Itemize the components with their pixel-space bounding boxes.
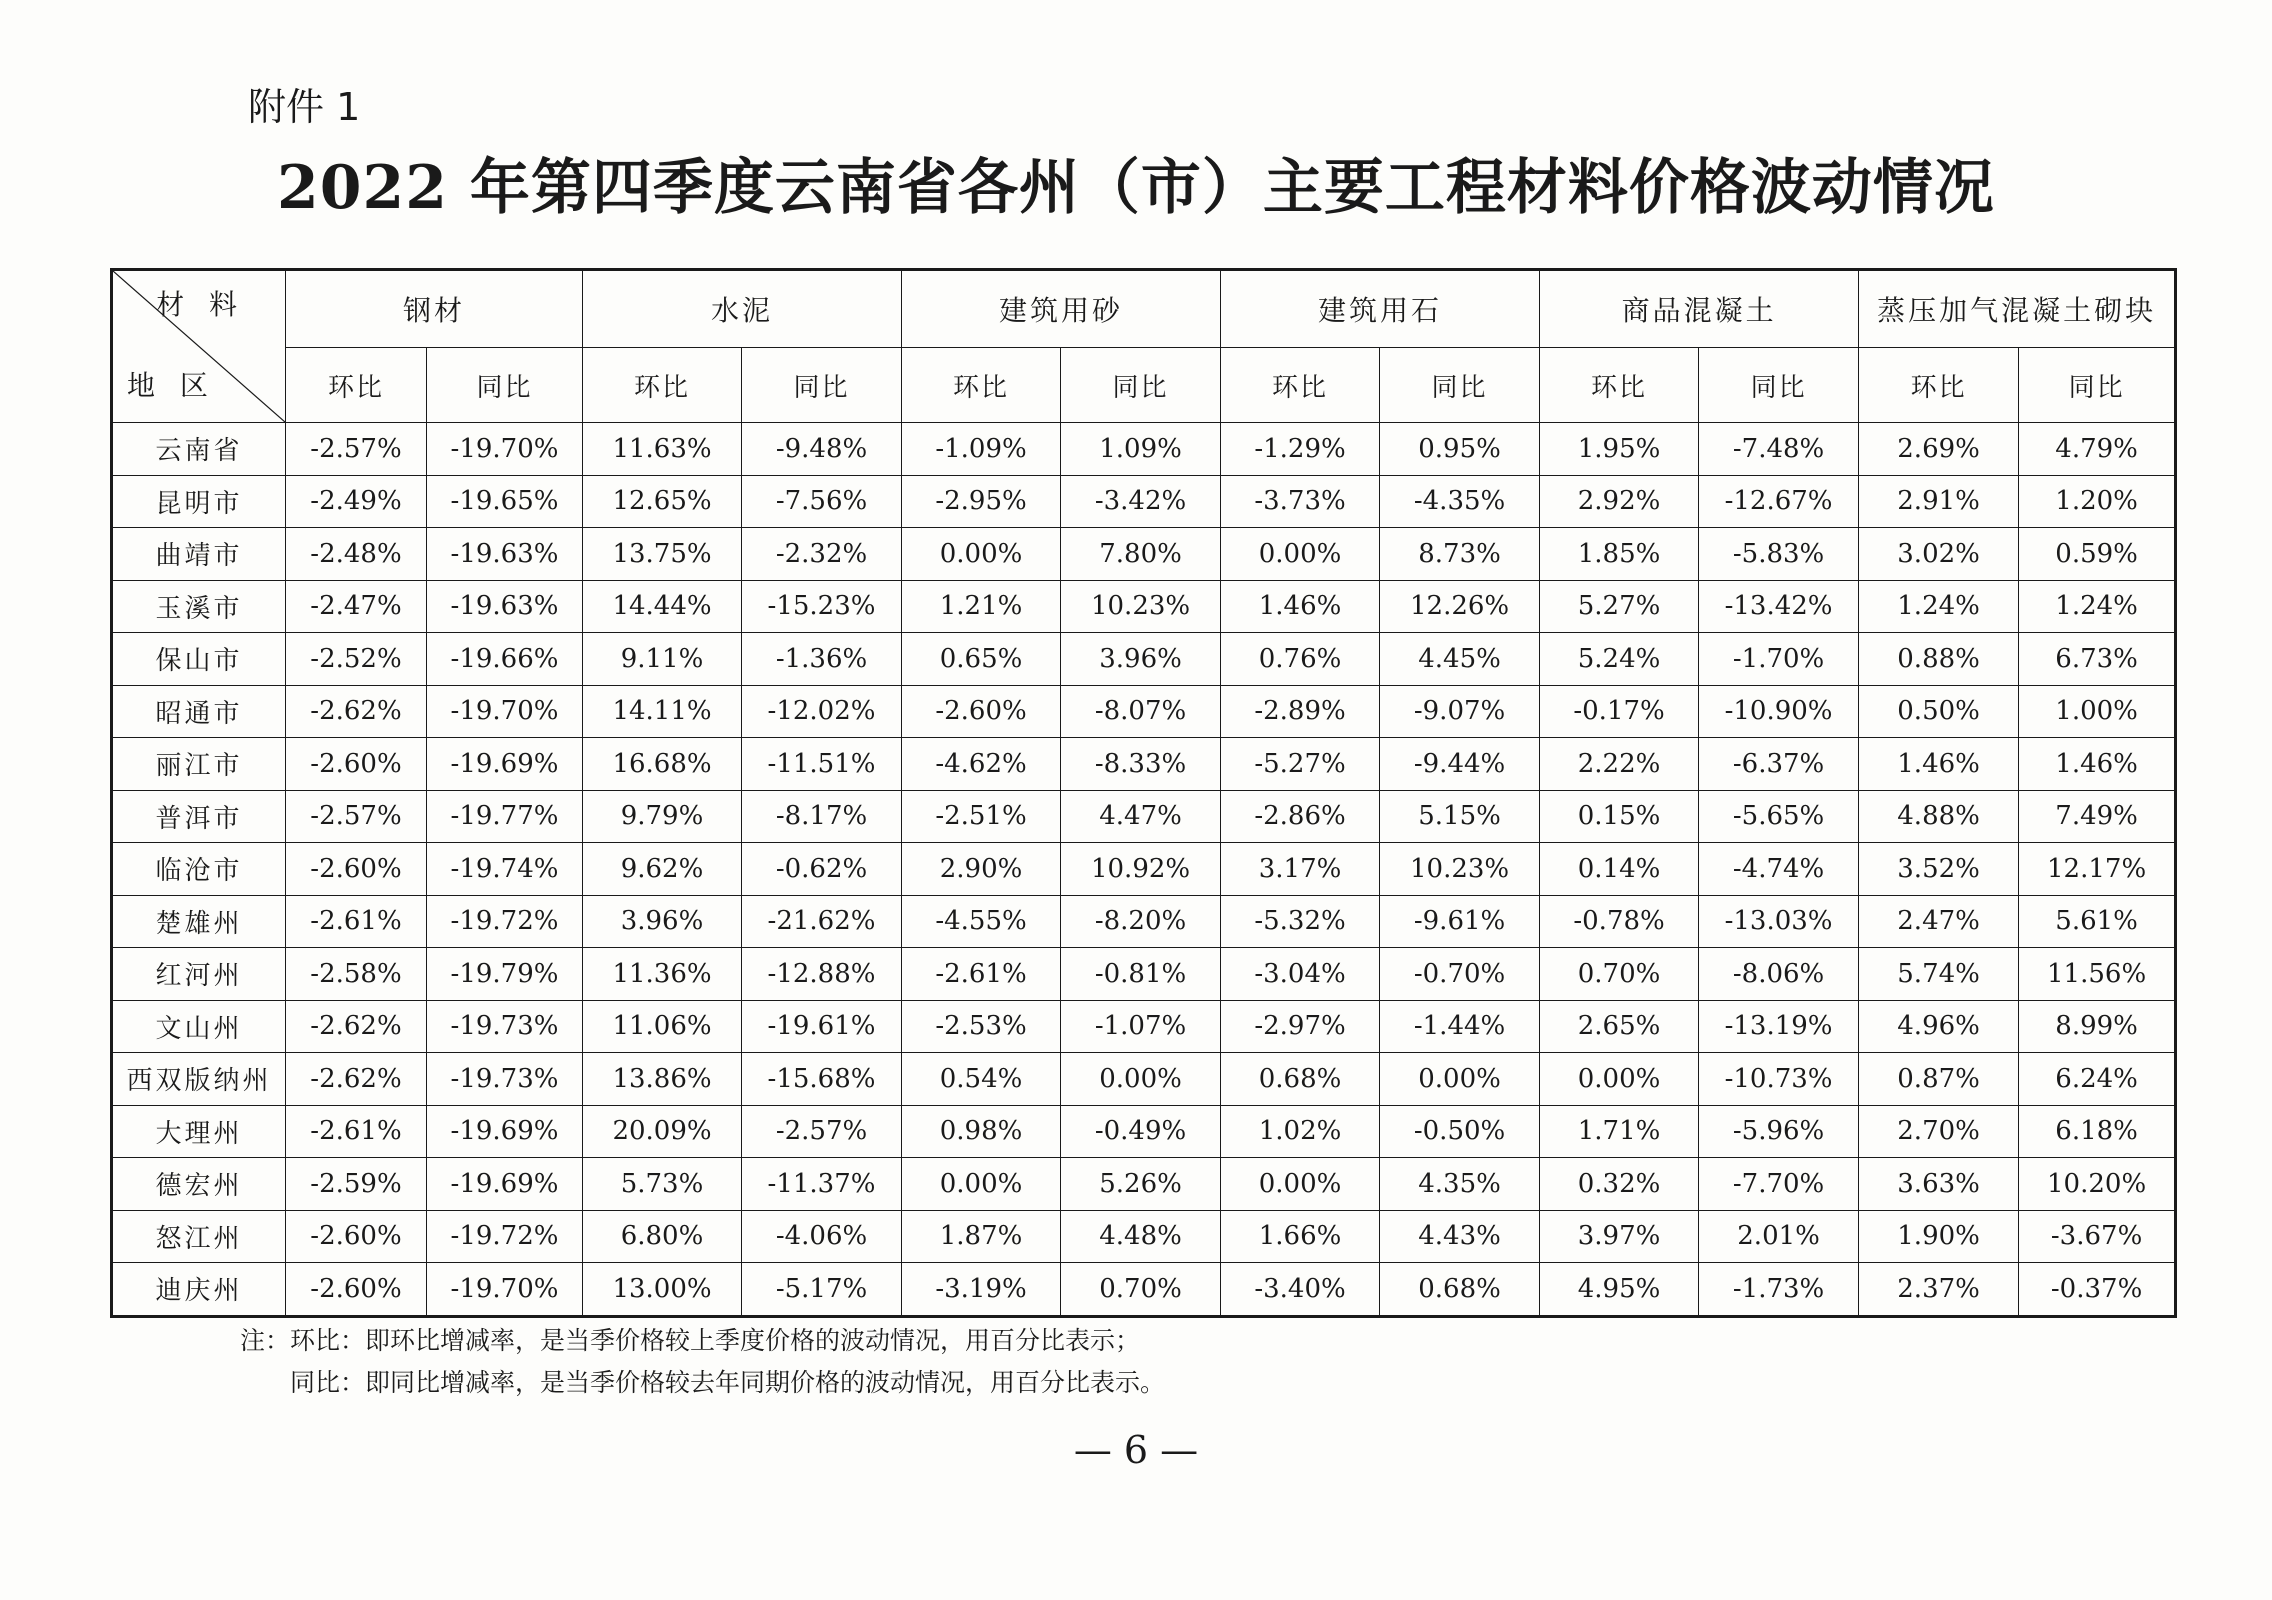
yoy-value-cell: 5.15% xyxy=(1380,790,1540,843)
qoq-value-cell: 0.00% xyxy=(1221,1158,1380,1211)
yoy-value-cell: 1.24% xyxy=(2019,580,2176,633)
qoq-value-cell: 9.62% xyxy=(583,843,742,896)
qoq-value-cell: -2.89% xyxy=(1221,685,1380,738)
qoq-value-cell: 0.00% xyxy=(902,1158,1061,1211)
yoy-value-cell: 3.96% xyxy=(1061,633,1221,686)
yoy-value-cell: -21.62% xyxy=(742,895,902,948)
qoq-value-cell: 6.80% xyxy=(583,1210,742,1263)
yoy-value-cell: -0.37% xyxy=(2019,1263,2176,1317)
qoq-value-cell: 9.79% xyxy=(583,790,742,843)
qoq-value-cell: -2.62% xyxy=(286,1053,427,1106)
sub-header-yoy: 同比 xyxy=(427,348,583,423)
qoq-value-cell: 0.00% xyxy=(1221,528,1380,581)
qoq-value-cell: 4.95% xyxy=(1540,1263,1699,1317)
qoq-value-cell: -2.53% xyxy=(902,1000,1061,1053)
yoy-value-cell: 1.46% xyxy=(2019,738,2176,791)
region-cell: 德宏州 xyxy=(112,1158,286,1211)
qoq-value-cell: 12.65% xyxy=(583,475,742,528)
qoq-value-cell: -1.29% xyxy=(1221,423,1380,476)
table-row xyxy=(112,1105,2176,1158)
yoy-value-cell: -5.65% xyxy=(1699,790,1859,843)
yoy-value-cell: -15.68% xyxy=(742,1053,902,1106)
qoq-value-cell: -4.62% xyxy=(902,738,1061,791)
yoy-value-cell: 4.35% xyxy=(1380,1158,1540,1211)
sub-header-qoq: 环比 xyxy=(1540,348,1699,423)
sub-header-qoq: 环比 xyxy=(1859,348,2019,423)
table-row xyxy=(112,1158,2176,1211)
yoy-value-cell: 0.95% xyxy=(1380,423,1540,476)
table-row xyxy=(112,843,2176,896)
qoq-value-cell: -2.60% xyxy=(286,1263,427,1317)
page-number: — 6 — xyxy=(1073,1428,1199,1472)
yoy-value-cell: -3.42% xyxy=(1061,475,1221,528)
yoy-value-cell: 6.18% xyxy=(2019,1105,2176,1158)
region-cell: 昆明市 xyxy=(112,475,286,528)
qoq-value-cell: 3.02% xyxy=(1859,528,2019,581)
yoy-value-cell: 0.70% xyxy=(1061,1263,1221,1317)
qoq-value-cell: -2.95% xyxy=(902,475,1061,528)
qoq-value-cell: 5.27% xyxy=(1540,580,1699,633)
table-row xyxy=(112,580,2176,633)
yoy-value-cell: 5.61% xyxy=(2019,895,2176,948)
yoy-value-cell: -13.19% xyxy=(1699,1000,1859,1053)
yoy-value-cell: -9.48% xyxy=(742,423,902,476)
table-row xyxy=(112,895,2176,948)
table-row xyxy=(112,685,2176,738)
group-header-aac-block: 蒸压加气混凝土砌块 xyxy=(1859,270,2176,348)
attachment-label: 附件 1 xyxy=(248,85,361,129)
notes xyxy=(240,1320,1165,1404)
yoy-value-cell: -5.17% xyxy=(742,1263,902,1317)
yoy-value-cell: -0.70% xyxy=(1380,948,1540,1001)
yoy-value-cell: 4.79% xyxy=(2019,423,2176,476)
qoq-value-cell: -0.78% xyxy=(1540,895,1699,948)
region-cell: 保山市 xyxy=(112,633,286,686)
qoq-value-cell: 1.90% xyxy=(1859,1210,2019,1263)
corner-material-label: 材 料 xyxy=(156,288,245,321)
region-cell: 大理州 xyxy=(112,1105,286,1158)
qoq-value-cell: 20.09% xyxy=(583,1105,742,1158)
qoq-value-cell: 11.06% xyxy=(583,1000,742,1053)
yoy-value-cell: -19.69% xyxy=(427,738,583,791)
yoy-value-cell: -2.57% xyxy=(742,1105,902,1158)
yoy-value-cell: -19.63% xyxy=(427,580,583,633)
qoq-value-cell: 0.00% xyxy=(902,528,1061,581)
qoq-value-cell: 3.17% xyxy=(1221,843,1380,896)
yoy-value-cell: 7.49% xyxy=(2019,790,2176,843)
qoq-value-cell: -3.04% xyxy=(1221,948,1380,1001)
qoq-value-cell: 2.65% xyxy=(1540,1000,1699,1053)
qoq-value-cell: 3.96% xyxy=(583,895,742,948)
region-cell: 红河州 xyxy=(112,948,286,1001)
qoq-value-cell: 2.70% xyxy=(1859,1105,2019,1158)
yoy-value-cell: -3.67% xyxy=(2019,1210,2176,1263)
qoq-value-cell: -2.58% xyxy=(286,948,427,1001)
table-row xyxy=(112,633,2176,686)
yoy-value-cell: -8.20% xyxy=(1061,895,1221,948)
qoq-value-cell: 13.00% xyxy=(583,1263,742,1317)
qoq-value-cell: 1.21% xyxy=(902,580,1061,633)
table-row xyxy=(112,948,2176,1001)
yoy-value-cell: -0.62% xyxy=(742,843,902,896)
yoy-value-cell: -19.77% xyxy=(427,790,583,843)
yoy-value-cell: -8.33% xyxy=(1061,738,1221,791)
qoq-value-cell: 1.66% xyxy=(1221,1210,1380,1263)
sub-header-yoy: 同比 xyxy=(1061,348,1221,423)
table-body xyxy=(112,423,2176,1317)
yoy-value-cell: -12.02% xyxy=(742,685,902,738)
yoy-value-cell: -6.37% xyxy=(1699,738,1859,791)
yoy-value-cell: -10.90% xyxy=(1699,685,1859,738)
yoy-value-cell: -8.07% xyxy=(1061,685,1221,738)
yoy-value-cell: -11.51% xyxy=(742,738,902,791)
qoq-value-cell: 2.47% xyxy=(1859,895,2019,948)
qoq-value-cell: 5.24% xyxy=(1540,633,1699,686)
yoy-value-cell: 6.73% xyxy=(2019,633,2176,686)
yoy-value-cell: -12.88% xyxy=(742,948,902,1001)
qoq-value-cell: -2.48% xyxy=(286,528,427,581)
qoq-value-cell: -3.40% xyxy=(1221,1263,1380,1317)
corner-cell xyxy=(112,270,286,423)
yoy-value-cell: 11.56% xyxy=(2019,948,2176,1001)
qoq-value-cell: 0.15% xyxy=(1540,790,1699,843)
qoq-value-cell: -2.57% xyxy=(286,423,427,476)
yoy-value-cell: 1.09% xyxy=(1061,423,1221,476)
yoy-value-cell: -19.70% xyxy=(427,423,583,476)
table-row xyxy=(112,475,2176,528)
qoq-value-cell: -2.61% xyxy=(286,1105,427,1158)
yoy-value-cell: 4.45% xyxy=(1380,633,1540,686)
note-line-2: 同比：即同比增减率，是当季价格较去年同期价格的波动情况，用百分比表示。 xyxy=(290,1368,1166,1397)
yoy-value-cell: 8.73% xyxy=(1380,528,1540,581)
group-header-row xyxy=(112,270,2176,348)
yoy-value-cell: 8.99% xyxy=(2019,1000,2176,1053)
yoy-value-cell: 10.20% xyxy=(2019,1158,2176,1211)
qoq-value-cell: 13.86% xyxy=(583,1053,742,1106)
sub-header-yoy: 同比 xyxy=(742,348,902,423)
region-cell: 西双版纳州 xyxy=(112,1053,286,1106)
yoy-value-cell: -19.70% xyxy=(427,1263,583,1317)
sub-header-row xyxy=(112,348,2176,423)
yoy-value-cell: 0.00% xyxy=(1061,1053,1221,1106)
yoy-value-cell: -1.07% xyxy=(1061,1000,1221,1053)
qoq-value-cell: 14.11% xyxy=(583,685,742,738)
note-line-1: 注：环比：即环比增减率，是当季价格较上季度价格的波动情况，用百分比表示； xyxy=(240,1326,1141,1355)
qoq-value-cell: 1.85% xyxy=(1540,528,1699,581)
qoq-value-cell: 14.44% xyxy=(583,580,742,633)
group-header-concrete: 商品混凝土 xyxy=(1540,270,1859,348)
qoq-value-cell: -2.52% xyxy=(286,633,427,686)
qoq-value-cell: -2.49% xyxy=(286,475,427,528)
yoy-value-cell: -19.72% xyxy=(427,895,583,948)
group-header-stone: 建筑用石 xyxy=(1221,270,1540,348)
qoq-value-cell: 1.46% xyxy=(1221,580,1380,633)
yoy-value-cell: -7.56% xyxy=(742,475,902,528)
region-cell: 文山州 xyxy=(112,1000,286,1053)
yoy-value-cell: -4.06% xyxy=(742,1210,902,1263)
yoy-value-cell: -0.50% xyxy=(1380,1105,1540,1158)
yoy-value-cell: -9.61% xyxy=(1380,895,1540,948)
qoq-value-cell: -3.73% xyxy=(1221,475,1380,528)
yoy-value-cell: -19.65% xyxy=(427,475,583,528)
qoq-value-cell: -2.60% xyxy=(902,685,1061,738)
qoq-value-cell: -2.60% xyxy=(286,843,427,896)
qoq-value-cell: -2.51% xyxy=(902,790,1061,843)
qoq-value-cell: 5.73% xyxy=(583,1158,742,1211)
qoq-value-cell: -2.59% xyxy=(286,1158,427,1211)
yoy-value-cell: 4.43% xyxy=(1380,1210,1540,1263)
sub-header-qoq: 环比 xyxy=(1221,348,1380,423)
yoy-value-cell: -19.73% xyxy=(427,1000,583,1053)
group-header-sand: 建筑用砂 xyxy=(902,270,1221,348)
qoq-value-cell: 0.98% xyxy=(902,1105,1061,1158)
qoq-value-cell: -2.60% xyxy=(286,738,427,791)
yoy-value-cell: 7.80% xyxy=(1061,528,1221,581)
qoq-value-cell: -2.61% xyxy=(902,948,1061,1001)
qoq-value-cell: -5.27% xyxy=(1221,738,1380,791)
qoq-value-cell: 0.88% xyxy=(1859,633,2019,686)
region-cell: 临沧市 xyxy=(112,843,286,896)
yoy-value-cell: 0.68% xyxy=(1380,1263,1540,1317)
price-fluctuation-table xyxy=(110,268,2177,1318)
sub-header-qoq: 环比 xyxy=(902,348,1061,423)
yoy-value-cell: -13.42% xyxy=(1699,580,1859,633)
qoq-value-cell: 0.68% xyxy=(1221,1053,1380,1106)
group-header-steel: 钢材 xyxy=(286,270,583,348)
yoy-value-cell: -7.48% xyxy=(1699,423,1859,476)
yoy-value-cell: 5.26% xyxy=(1061,1158,1221,1211)
yoy-value-cell: 1.00% xyxy=(2019,685,2176,738)
yoy-value-cell: -19.63% xyxy=(427,528,583,581)
yoy-value-cell: -19.74% xyxy=(427,843,583,896)
qoq-value-cell: 0.65% xyxy=(902,633,1061,686)
region-cell: 迪庆州 xyxy=(112,1263,286,1317)
region-cell: 怒江州 xyxy=(112,1210,286,1263)
qoq-value-cell: 2.91% xyxy=(1859,475,2019,528)
qoq-value-cell: 2.22% xyxy=(1540,738,1699,791)
qoq-value-cell: -2.62% xyxy=(286,685,427,738)
qoq-value-cell: -2.57% xyxy=(286,790,427,843)
qoq-value-cell: 1.46% xyxy=(1859,738,2019,791)
yoy-value-cell: -19.72% xyxy=(427,1210,583,1263)
yoy-value-cell: -19.69% xyxy=(427,1158,583,1211)
qoq-value-cell: 0.14% xyxy=(1540,843,1699,896)
region-cell: 楚雄州 xyxy=(112,895,286,948)
region-cell: 玉溪市 xyxy=(112,580,286,633)
region-cell: 曲靖市 xyxy=(112,528,286,581)
table-row xyxy=(112,790,2176,843)
yoy-value-cell: 10.92% xyxy=(1061,843,1221,896)
qoq-value-cell: -1.09% xyxy=(902,423,1061,476)
qoq-value-cell: 2.69% xyxy=(1859,423,2019,476)
qoq-value-cell: 0.87% xyxy=(1859,1053,2019,1106)
qoq-value-cell: 3.97% xyxy=(1540,1210,1699,1263)
qoq-value-cell: 11.63% xyxy=(583,423,742,476)
qoq-value-cell: 3.52% xyxy=(1859,843,2019,896)
qoq-value-cell: 5.74% xyxy=(1859,948,2019,1001)
sub-header-qoq: 环比 xyxy=(583,348,742,423)
yoy-value-cell: -19.70% xyxy=(427,685,583,738)
group-header-cement: 水泥 xyxy=(583,270,902,348)
yoy-value-cell: -10.73% xyxy=(1699,1053,1859,1106)
table-row xyxy=(112,1000,2176,1053)
qoq-value-cell: -2.86% xyxy=(1221,790,1380,843)
yoy-value-cell: -9.44% xyxy=(1380,738,1540,791)
qoq-value-cell: 3.63% xyxy=(1859,1158,2019,1211)
qoq-value-cell: -3.19% xyxy=(902,1263,1061,1317)
qoq-value-cell: -2.60% xyxy=(286,1210,427,1263)
yoy-value-cell: -4.74% xyxy=(1699,843,1859,896)
yoy-value-cell: 1.20% xyxy=(2019,475,2176,528)
qoq-value-cell: 1.95% xyxy=(1540,423,1699,476)
qoq-value-cell: 2.37% xyxy=(1859,1263,2019,1317)
yoy-value-cell: -19.66% xyxy=(427,633,583,686)
qoq-value-cell: 9.11% xyxy=(583,633,742,686)
yoy-value-cell: 6.24% xyxy=(2019,1053,2176,1106)
table-row xyxy=(112,423,2176,476)
qoq-value-cell: 0.76% xyxy=(1221,633,1380,686)
yoy-value-cell: -1.73% xyxy=(1699,1263,1859,1317)
yoy-value-cell: -19.61% xyxy=(742,1000,902,1053)
yoy-value-cell: 12.17% xyxy=(2019,843,2176,896)
qoq-value-cell: -4.55% xyxy=(902,895,1061,948)
yoy-value-cell: -1.70% xyxy=(1699,633,1859,686)
yoy-value-cell: -8.17% xyxy=(742,790,902,843)
qoq-value-cell: -2.97% xyxy=(1221,1000,1380,1053)
yoy-value-cell: 10.23% xyxy=(1380,843,1540,896)
yoy-value-cell: -13.03% xyxy=(1699,895,1859,948)
qoq-value-cell: 0.50% xyxy=(1859,685,2019,738)
yoy-value-cell: -19.79% xyxy=(427,948,583,1001)
yoy-value-cell: -5.96% xyxy=(1699,1105,1859,1158)
qoq-value-cell: 4.88% xyxy=(1859,790,2019,843)
qoq-value-cell: 2.90% xyxy=(902,843,1061,896)
yoy-value-cell: -0.81% xyxy=(1061,948,1221,1001)
yoy-value-cell: 10.23% xyxy=(1061,580,1221,633)
sub-header-qoq: 环比 xyxy=(286,348,427,423)
qoq-value-cell: 1.02% xyxy=(1221,1105,1380,1158)
yoy-value-cell: -0.49% xyxy=(1061,1105,1221,1158)
qoq-value-cell: 0.32% xyxy=(1540,1158,1699,1211)
sub-header-yoy: 同比 xyxy=(2019,348,2176,423)
qoq-value-cell: 0.70% xyxy=(1540,948,1699,1001)
yoy-value-cell: -7.70% xyxy=(1699,1158,1859,1211)
qoq-value-cell: 11.36% xyxy=(583,948,742,1001)
yoy-value-cell: 12.26% xyxy=(1380,580,1540,633)
table-row xyxy=(112,1210,2176,1263)
region-cell: 丽江市 xyxy=(112,738,286,791)
yoy-value-cell: -11.37% xyxy=(742,1158,902,1211)
yoy-value-cell: -2.32% xyxy=(742,528,902,581)
qoq-value-cell: -2.47% xyxy=(286,580,427,633)
yoy-value-cell: 0.59% xyxy=(2019,528,2176,581)
region-cell: 昭通市 xyxy=(112,685,286,738)
yoy-value-cell: -19.69% xyxy=(427,1105,583,1158)
corner-region-label: 地 区 xyxy=(127,369,216,402)
yoy-value-cell: 4.47% xyxy=(1061,790,1221,843)
qoq-value-cell: 16.68% xyxy=(583,738,742,791)
yoy-value-cell: -15.23% xyxy=(742,580,902,633)
yoy-value-cell: -19.73% xyxy=(427,1053,583,1106)
yoy-value-cell: -4.35% xyxy=(1380,475,1540,528)
yoy-value-cell: 0.00% xyxy=(1380,1053,1540,1106)
yoy-value-cell: -9.07% xyxy=(1380,685,1540,738)
qoq-value-cell: -2.61% xyxy=(286,895,427,948)
yoy-value-cell: -1.36% xyxy=(742,633,902,686)
table-row xyxy=(112,738,2176,791)
qoq-value-cell: 1.87% xyxy=(902,1210,1061,1263)
qoq-value-cell: -0.17% xyxy=(1540,685,1699,738)
qoq-value-cell: 2.92% xyxy=(1540,475,1699,528)
table-row xyxy=(112,528,2176,581)
qoq-value-cell: -2.62% xyxy=(286,1000,427,1053)
document-title: 2022 年第四季度云南省各州（市）主要工程材料价格波动情况 xyxy=(277,153,1995,223)
sub-header-yoy: 同比 xyxy=(1380,348,1540,423)
region-cell: 云南省 xyxy=(112,423,286,476)
qoq-value-cell: 4.96% xyxy=(1859,1000,2019,1053)
table-row xyxy=(112,1053,2176,1106)
qoq-value-cell: 0.54% xyxy=(902,1053,1061,1106)
yoy-value-cell: -8.06% xyxy=(1699,948,1859,1001)
qoq-value-cell: 13.75% xyxy=(583,528,742,581)
yoy-value-cell: 4.48% xyxy=(1061,1210,1221,1263)
yoy-value-cell: -5.83% xyxy=(1699,528,1859,581)
qoq-value-cell: 0.00% xyxy=(1540,1053,1699,1106)
yoy-value-cell: -12.67% xyxy=(1699,475,1859,528)
qoq-value-cell: 1.24% xyxy=(1859,580,2019,633)
qoq-value-cell: 1.71% xyxy=(1540,1105,1699,1158)
sub-header-yoy: 同比 xyxy=(1699,348,1859,423)
table-row xyxy=(112,1263,2176,1317)
yoy-value-cell: 2.01% xyxy=(1699,1210,1859,1263)
qoq-value-cell: -5.32% xyxy=(1221,895,1380,948)
yoy-value-cell: -1.44% xyxy=(1380,1000,1540,1053)
region-cell: 普洱市 xyxy=(112,790,286,843)
